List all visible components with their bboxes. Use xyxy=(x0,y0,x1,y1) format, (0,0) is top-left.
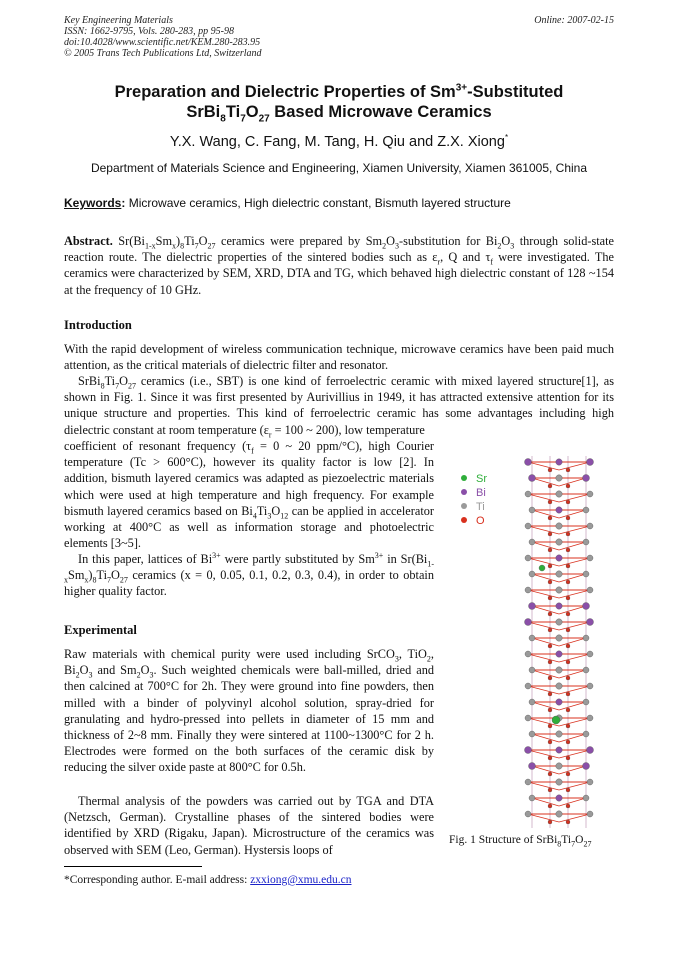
journal-name: Key Engineering Materials xyxy=(64,15,173,26)
bond xyxy=(559,526,590,534)
bi-atom xyxy=(556,651,562,657)
o-atom xyxy=(548,532,552,536)
o-atom xyxy=(548,628,552,632)
o-atom xyxy=(566,500,570,504)
ti-atom xyxy=(587,523,593,529)
bond xyxy=(528,590,559,598)
journal-copyright: © 2005 Trans Tech Publications Ltd, Switzerland xyxy=(64,48,262,59)
bi-atom xyxy=(525,459,532,466)
ti-atom xyxy=(556,763,562,769)
ti-atom xyxy=(587,715,593,721)
o-atom xyxy=(548,708,552,712)
o-atom xyxy=(548,804,552,808)
bond xyxy=(559,670,586,678)
bond xyxy=(559,574,586,582)
o-atom xyxy=(566,580,570,584)
o-atom xyxy=(566,468,570,472)
o-atom xyxy=(566,756,570,760)
legend-marker-bi xyxy=(461,489,467,495)
ti-atom xyxy=(556,811,562,817)
ti-atom xyxy=(529,539,535,545)
o-atom xyxy=(548,500,552,504)
legend-marker-o xyxy=(461,517,467,523)
ti-atom xyxy=(529,507,535,513)
ti-atom xyxy=(587,587,593,593)
ti-atom xyxy=(587,683,593,689)
online-date: Online: 2007-02-15 xyxy=(534,15,614,26)
legend-marker-ti xyxy=(461,503,467,509)
bond xyxy=(559,558,590,566)
ti-atom xyxy=(525,491,531,497)
legend-label-bi: Bi xyxy=(476,487,486,499)
legend-label-ti: Ti xyxy=(476,501,485,513)
o-atom xyxy=(548,740,552,744)
ti-atom xyxy=(583,635,589,641)
ti-atom xyxy=(587,491,593,497)
abstract-label: Abstract. xyxy=(64,234,113,248)
ti-atom xyxy=(525,779,531,785)
bi-atom xyxy=(525,619,532,626)
keywords: Keywords: Microwave ceramics, High dielectric constant, Bismuth layered structure xyxy=(64,196,511,210)
bond xyxy=(532,670,559,678)
bond xyxy=(532,574,559,582)
o-atom xyxy=(566,516,570,520)
bond xyxy=(559,734,586,742)
o-atom xyxy=(548,580,552,584)
o-atom xyxy=(566,772,570,776)
bi-atom xyxy=(556,699,562,705)
o-atom xyxy=(566,676,570,680)
ti-atom xyxy=(587,811,593,817)
bond xyxy=(532,638,559,646)
experimental-heading: Experimental xyxy=(64,623,137,637)
o-atom xyxy=(548,772,552,776)
bi-atom xyxy=(556,747,562,753)
bi-atom xyxy=(525,747,532,754)
bi-atom xyxy=(529,603,536,610)
bond xyxy=(559,782,590,790)
title-line-1: Preparation and Dielectric Properties of $Sm^{3+}$-Substituted xyxy=(114,82,564,101)
ti-atom xyxy=(587,651,593,657)
ti-atom xyxy=(525,523,531,529)
bond xyxy=(559,590,590,598)
o-atom xyxy=(548,756,552,760)
bond xyxy=(528,526,559,534)
o-atom xyxy=(566,820,570,824)
o-atom xyxy=(566,660,570,664)
ti-atom xyxy=(525,651,531,657)
bi-atom xyxy=(556,459,562,465)
ti-atom xyxy=(583,507,589,513)
o-atom xyxy=(548,820,552,824)
o-atom xyxy=(566,596,570,600)
bi-atom xyxy=(529,475,536,482)
journal-issn: ISSN: 1662-9795, Vols. 280-283, pp 95-98 xyxy=(64,26,234,37)
o-atom xyxy=(548,692,552,696)
ti-atom xyxy=(529,571,535,577)
bond xyxy=(559,702,586,710)
o-atom xyxy=(566,548,570,552)
bond xyxy=(532,734,559,742)
o-atom xyxy=(548,644,552,648)
bond xyxy=(528,654,559,662)
o-atom xyxy=(566,692,570,696)
ti-atom xyxy=(556,619,562,625)
ti-atom xyxy=(556,523,562,529)
intro-paragraph-3: In this paper, lattices of $Bi^{3+}$ were partly substituted by $Sm^{3+}$ in $Sr(Bi_{1-x}Sm_x)_8Ti_7O_{27}$ ceramics (x = 0, 0.05, 0.1, 0.2, 0.3, 0.4), in order to obtain higher quality factor. xyxy=(64,550,434,599)
bi-atom xyxy=(556,795,562,801)
o-atom xyxy=(566,788,570,792)
bond xyxy=(559,798,586,806)
ti-atom xyxy=(525,715,531,721)
paper-title xyxy=(0,82,678,125)
bond xyxy=(559,718,590,726)
bond xyxy=(559,462,590,470)
bond xyxy=(559,814,590,822)
o-atom xyxy=(548,612,552,616)
bond xyxy=(532,606,559,614)
ti-atom xyxy=(587,779,593,785)
bond xyxy=(559,638,586,646)
bi-atom xyxy=(556,507,562,513)
ti-atom xyxy=(556,731,562,737)
figure-caption: Fig. 1 Structure of $SrBi_8Ti_7O_{27}$ xyxy=(449,834,592,849)
ti-atom xyxy=(583,571,589,577)
ti-atom xyxy=(556,683,562,689)
o-atom xyxy=(566,804,570,808)
ti-atom xyxy=(556,635,562,641)
o-atom xyxy=(566,612,570,616)
journal-doi: doi:10.4028/www.scientific.net/KEM.280-283.95 xyxy=(64,37,261,48)
o-atom xyxy=(566,740,570,744)
keywords-label: Keywords xyxy=(64,196,122,210)
ti-atom xyxy=(583,731,589,737)
keywords-text: Microwave ceramics, High dielectric constant, Bismuth layered structure xyxy=(125,196,511,210)
corresponding-mark: * xyxy=(504,133,509,143)
bi-atom xyxy=(583,603,590,610)
ti-atom xyxy=(529,667,535,673)
o-atom xyxy=(566,564,570,568)
bond xyxy=(559,478,586,486)
bond xyxy=(559,510,586,518)
o-atom xyxy=(548,676,552,680)
bi-atom xyxy=(587,747,594,754)
ti-atom xyxy=(583,699,589,705)
ti-atom xyxy=(529,699,535,705)
bond xyxy=(528,558,559,566)
bond xyxy=(559,686,590,694)
footnote: *Corresponding author. E-mail address: zxxiong@xmu.edu.cn xyxy=(64,874,352,886)
corresponding-email-link[interactable]: zxxiong@xmu.edu.cn xyxy=(250,874,352,886)
bond xyxy=(532,702,559,710)
bond xyxy=(528,494,559,502)
introduction-heading: Introduction xyxy=(64,318,132,332)
bond xyxy=(532,766,559,774)
bond xyxy=(559,606,586,614)
bond xyxy=(528,622,559,630)
sr-atom xyxy=(552,716,560,724)
bond xyxy=(528,782,559,790)
bond xyxy=(559,494,590,502)
figure-legend xyxy=(461,473,487,527)
sr-atom xyxy=(539,565,545,571)
bi-atom xyxy=(587,619,594,626)
bond xyxy=(528,750,559,758)
bond xyxy=(532,478,559,486)
bond xyxy=(559,622,590,630)
ti-atom xyxy=(587,555,593,561)
ti-atom xyxy=(556,779,562,785)
o-atom xyxy=(566,724,570,728)
intro-paragraph-2: $SrBi_8Ti_7O_{27}$ ceramics (i.e., SBT) is one kind of ferroelectric ceramic with mixed layered structure[1], as shown in Fig. 1. Since it was first presented by Aurivillius in 1949, it has attracted extensive attention for its unique structure and properties. This kind of ferroelectric ceramic has some advantages including high dielectric constant at room temperature ($\varepsilon_r = 100$ ~ 200), low temperature xyxy=(64,374,614,440)
abstract: Abstract. $Sr(Bi_{1-x}Sm_x)_8Ti_7O_{27}$ ceramics were prepared by $Sm_2O_3$-substitution for $Bi_2O_3$ through solid-state reaction route. The dielectric properties of the sintered bodies such as $\varepsilon_r$, Q and $\tau_f$ were investigated. The ceramics were characterized by SEM, XRD, DTA and TG, which behaved high dielectric constant of 128 ~154 at the frequency of 10 GHz. xyxy=(64,234,614,297)
experimental-paragraph-1: Raw materials with chemical purity were used including SrCO$_3$, TiO$_2$, $Bi_2O_3$ and $Sm_2O_3$. Such weighted chemicals were ball-milled, dried and then calcined at 700°C for 2h. They were ground into fine powders, then milled with a binder of polyvinyl alcohol solution, spray-dried for granulating and hydro-pressed into pellets in diameter of 15 mm and thickness of 2~8 mm. Finally they were sintered at 1100~1300°C for 2 h. Electrodes were formed on the both surfaces of the ceramic disk by reducing the silver oxide paste at 800°C for 0.5h. xyxy=(64,647,435,775)
ti-atom xyxy=(525,555,531,561)
o-atom xyxy=(548,548,552,552)
bi-atom xyxy=(529,763,536,770)
legend-marker-sr xyxy=(461,475,467,481)
ti-atom xyxy=(525,587,531,593)
o-atom xyxy=(566,484,570,488)
ti-atom xyxy=(583,539,589,545)
bond xyxy=(559,766,586,774)
crystal-structure-figure xyxy=(450,448,620,848)
bi-atom xyxy=(556,603,562,609)
bond xyxy=(559,750,590,758)
legend-label-o: O xyxy=(476,515,485,527)
journal-header xyxy=(64,15,262,59)
ti-atom xyxy=(529,795,535,801)
bond xyxy=(559,654,590,662)
bond xyxy=(532,542,559,550)
ti-atom xyxy=(556,587,562,593)
ti-atom xyxy=(529,635,535,641)
ti-atom xyxy=(556,539,562,545)
o-atom xyxy=(548,564,552,568)
bond xyxy=(528,686,559,694)
o-atom xyxy=(566,532,570,536)
ti-atom xyxy=(556,491,562,497)
ti-atom xyxy=(525,683,531,689)
affiliation: Department of Materials Science and Engineering, Xiamen University, Xiamen 361005, China xyxy=(90,161,588,175)
bi-atom xyxy=(556,555,562,561)
o-atom xyxy=(566,628,570,632)
o-atom xyxy=(548,788,552,792)
bond xyxy=(532,798,559,806)
o-atom xyxy=(566,708,570,712)
ti-atom xyxy=(556,667,562,673)
ti-atom xyxy=(525,811,531,817)
o-atom xyxy=(548,660,552,664)
intro-paragraph-2-cont: coefficient of resonant frequency ($\tau_f = 0$ ~ 20 ppm/°C), high Courier temperature (Tc > 600°C), however its quality factor is low [2]. In addition, bismuth layered ceramics was adapted as piezoelectric materials which were used at high temperature and high frequency. For example bismuth layered ceramics based on $Bi_4Ti_3O_{12}$ can be applied in accelerator working at 400°C as well as information storage and photoelectric elements [3~5]. xyxy=(64,439,434,551)
o-atom xyxy=(548,468,552,472)
experimental-paragraph-2: Thermal analysis of the powders was carried out by TGA and DTA (Netzsch, German). Crystalline phases of the sintered bodies were identified by XRD (Rigaku, Japan). Microstructure of the ceramics was observed with SEM (Leo, German). Hystersis loops of xyxy=(64,794,434,857)
intro-paragraph-1: With the rapid development of wireless communication technique, microwave ceramics have been paid much attention, as the critical materials of dielectric filter and resonator. xyxy=(64,342,614,373)
o-atom xyxy=(548,484,552,488)
ti-atom xyxy=(583,667,589,673)
o-atom xyxy=(548,516,552,520)
ti-atom xyxy=(583,795,589,801)
bond xyxy=(559,542,586,550)
ti-atom xyxy=(529,731,535,737)
bond xyxy=(532,510,559,518)
ti-atom xyxy=(556,571,562,577)
footnote-divider xyxy=(64,866,202,867)
ti-atom xyxy=(556,475,562,481)
author-list: Y.X. Wang, C. Fang, M. Tang, H. Qiu and Z.X. Xiong* xyxy=(169,133,509,150)
crystal-structure-drawing xyxy=(525,456,594,828)
legend-label-sr: Sr xyxy=(476,473,487,485)
bond xyxy=(528,462,559,470)
o-atom xyxy=(566,644,570,648)
bi-atom xyxy=(583,475,590,482)
o-atom xyxy=(548,724,552,728)
o-atom xyxy=(548,596,552,600)
title-line-2: $SrBi_8Ti_7O_{27}$ Based Microwave Ceramics xyxy=(186,103,492,125)
bond xyxy=(528,814,559,822)
bi-atom xyxy=(583,763,590,770)
bi-atom xyxy=(587,459,594,466)
